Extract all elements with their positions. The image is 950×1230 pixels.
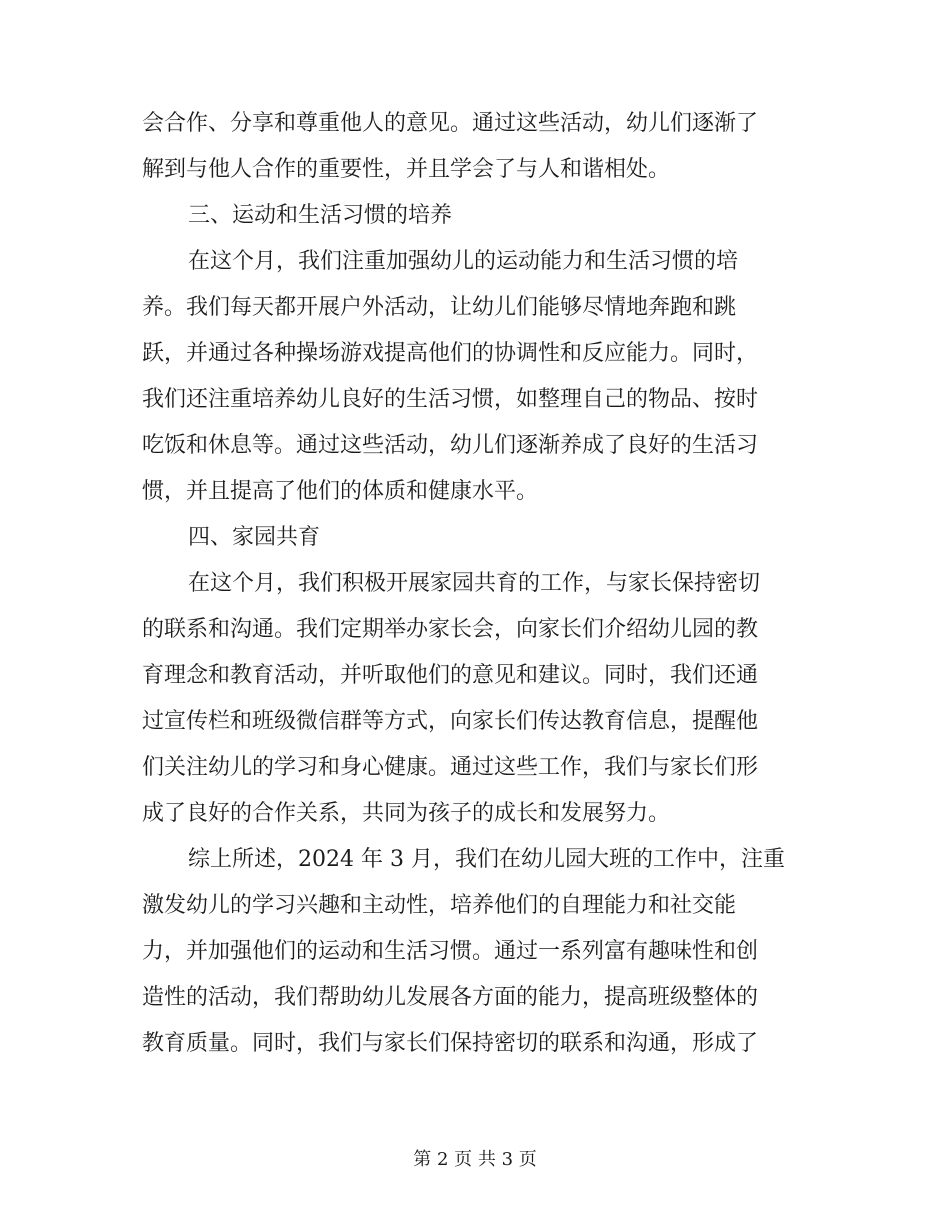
text-line: 解到与他人合作的重要性，并且学会了与人和谐相处。	[142, 157, 671, 182]
text-line: 过宣传栏和班级微信群等方式，向家长们传达教育信息，提醒他	[142, 709, 759, 734]
text-line: 在这个月，我们注重加强幼儿的运动能力和生活习惯的培	[188, 249, 739, 274]
section-heading: 四、家园共育	[188, 525, 321, 550]
text-line: 力，并加强他们的运动和生活习惯。通过一系列富有趣味性和创	[142, 939, 759, 964]
text-line: 成了良好的合作关系，共同为孩子的成长和发展努力。	[142, 801, 671, 826]
text-line: 吃饭和休息等。通过这些活动，幼儿们逐渐养成了良好的生活习	[142, 433, 759, 458]
section-heading: 三、运动和生活习惯的培养	[188, 203, 453, 228]
text-line: 们关注幼儿的学习和身心健康。通过这些工作，我们与家长们形	[142, 755, 759, 780]
text-line: 惯，并且提高了他们的体质和健康水平。	[142, 479, 539, 504]
text-line: 在这个月，我们积极开展家园共育的工作，与家长保持密切	[188, 571, 761, 596]
text-line: 激发幼儿的学习兴趣和主动性，培养他们的自理能力和社交能	[142, 893, 737, 918]
text-line: 会合作、分享和尊重他人的意见。通过这些活动，幼儿们逐渐了	[142, 111, 759, 136]
text-line: 教育质量。同时，我们与家长们保持密切的联系和沟通，形成了	[142, 1031, 759, 1056]
page-number-footer: 第 2 页 共 3 页	[413, 1149, 537, 1170]
text-line: 养。我们每天都开展户外活动，让幼儿们能够尽情地奔跑和跳	[142, 295, 737, 320]
document-body	[142, 101, 810, 1067]
text-line: 我们还注重培养幼儿良好的生活习惯，如整理自己的物品、按时	[142, 387, 759, 412]
text-line: 跃，并通过各种操场游戏提高他们的协调性和反应能力。同时，	[142, 341, 759, 366]
text-line: 的联系和沟通。我们定期举办家长会，向家长们介绍幼儿园的教	[142, 617, 759, 642]
text-line: 综上所述，2024 年 3 月，我们在幼儿园大班的工作中，注重	[188, 847, 785, 872]
text-line: 育理念和教育活动，并听取他们的意见和建议。同时，我们还通	[142, 663, 759, 688]
text-line: 造性的活动，我们帮助幼儿发展各方面的能力，提高班级整体的	[142, 985, 759, 1010]
